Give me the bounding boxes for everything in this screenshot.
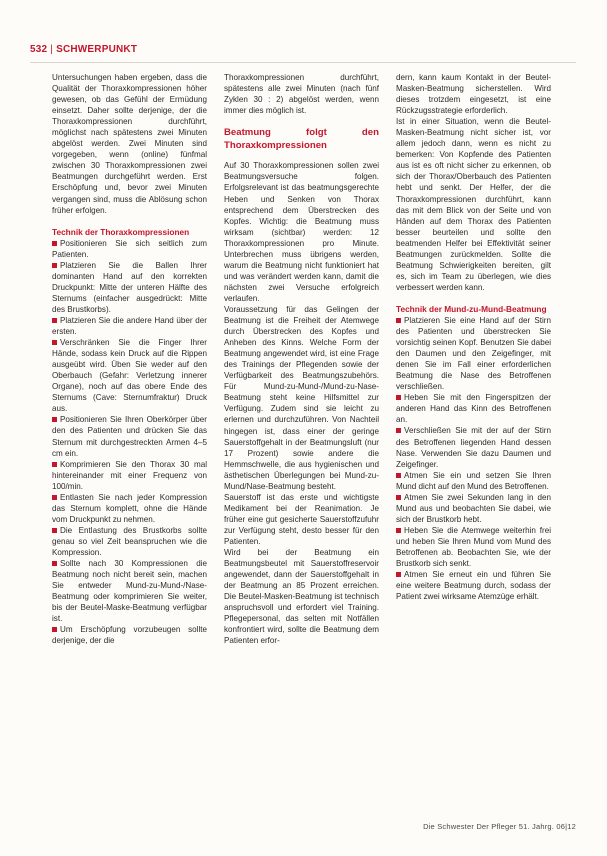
list-item: Platzieren Sie die Ballen Ihrer dominanten Hand auf den korrekten Druckpunkt: Mitte der unteren Hälfte des Sternums (einfacher ausgedrückt: Mitte des Brustkorbs). [52,260,207,314]
heading-thorax-technique: Technik der Thoraxkompressionen [52,226,190,237]
list-item: Atmen Sie zwei Sekunden lang in den Mund aus und beobachten Sie dabei, wie sich der Brustkorb hebt. [396,492,551,524]
list-item: Sollte nach 30 Kompressionen die Beatmung noch nicht bereit sein, machen Sie entweder Mund-zu-Mund-/Nase-Beatmung oder komprimieren Sie weiter, bis der Beutel-Maske-Beatmung verfügbar ist. [52,559,207,624]
paragraph: Auf 30 Thoraxkompressionen sollen zwei Beatmungsversuche folgen. Erfolgsrelevant ist das beatmungsgerechte Heben und Senken von Thorax entsprechend dem Überstrecken des Kopfes. Wichtig: die Beatmung muss wirksam (sichtbar) werden: 12 Thoraxkompressionen pro Minute. Unterbrechen muss übrigens werden, warum die Beatmung nicht funktioniert hat und was verändert werden kann, damit die nächsten zwei Versuche erfolgreich verlaufen. [224,161,379,303]
square-bullet-icon [396,495,401,500]
square-bullet-icon [52,241,57,246]
square-bullet-icon [396,318,401,323]
square-bullet-icon [52,263,57,268]
section-title: SCHWERPUNKT [56,44,138,55]
square-bullet-icon [52,417,57,422]
list-item: Platzieren Sie die andere Hand über der ersten. [52,315,207,337]
header-separator: | [50,44,54,55]
list-item: Verschließen Sie mit der auf der Stirn des Betroffenen liegenden Hand dessen Nase. Verwenden Sie dazu Daumen und Zeigefinger. [396,426,551,469]
square-bullet-icon [52,627,57,632]
header-rule [30,62,576,63]
heading-mouth-to-mouth-technique: Technik der Mund-zu-Mund-Beatmung [396,303,547,314]
page-footer: Die Schwester Der Pfleger 51. Jahrg. 06|12 [423,822,576,831]
column-2-intro: Thoraxkompressionen durchführt, spätestens alle zwei Minuten (nach fünf Zyklen 30 : 2) abgelöst werden, wenn immer dies möglich ist. [224,73,379,116]
column-1-intro: Untersuchungen haben ergeben, dass die Qualität der Thoraxkompressionen höher gewesen, ob das Gefühl der Ermüdung einsetzt. Daher sollte derjenige, der die Thoraxkompressionen durchführt, möglichst nach spätestens zwei Minuten abgelöst werden. Zwei Minuten sind vorgegeben, wenn (online) fünfmal zwischen 30 Thoraxkompressionen zwei Beatmungen durchgeführt werden. Erst Erschöpfung und, bevor zwei Minuten vergangen sind, muss die Ablösung schon früher erfolgen. [52,73,207,215]
list-item: Positionieren Sie sich seitlich zum Patienten. [52,238,207,259]
list-item: Atmen Sie erneut ein und führen Sie eine weitere Beatmung durch, sodass der Patient zwei wirksame Atemzüge erhält. [396,570,551,602]
list-item: Positionieren Sie Ihren Oberkörper über den des Patienten und drücken Sie das Sternum mit durchgestreckten Armen 4–5 cm ein. [52,415,207,458]
square-bullet-icon [52,528,57,533]
list-item: Heben Sie die Atemwege weiterhin frei und heben Sie Ihren Mund vom Mund des Betroffenen ab. Beobachten Sie, wie der Brustkorb sich senkt. [396,525,551,569]
list-item: Verschränken Sie die Finger Ihrer Hände, sodass kein Druck auf die Rippen ausgeübt wird. Üben Sie weder auf den Oberbauch (Gefahr: Verletzung innerer Organe), noch auf das obere Ende des Sternums (Cave: Sternumfraktur) Druck aus. [52,338,207,414]
square-bullet-icon [52,462,57,467]
list-item: Platzieren Sie eine Hand auf der Stirn des Patienten und überstrecken Sie vorsichtig seinen Kopf. Benutzen Sie dabei den Daumen und den Zeigefinger, mit denen Sie im Fall einer erforderlichen Beatmung die Nase des Betroffenen verschließen. [396,315,551,392]
list-item: Heben Sie mit den Fingerspitzen der anderen Hand das Kinn des Betroffenen an. [396,393,551,425]
square-bullet-icon [52,495,57,500]
square-bullet-icon [52,340,57,345]
paragraph: Ist in einer Situation, wenn die Beutel-Masken-Beatmung nicht sicher ist, vor allem jedoch dann, wenn es nicht zu bemerken: Von Kopfende des Patienten aus ist es oft nicht sicher zu erkennen, ob sich der Thorax/Oberbauch des Patienten hebt und senkt. Der Helfer, der die Thoraxkompressionen durchführt, kann das mit dem Blick von der Seite und von Händen auf dem Thorax des Patienten besser beurteilen und sollte den beatmenden Helfer bei Effektivität seiner Beatmungen zurückmelden. Sollte die Beatmung Schwierigkeiten bereiten, gilt es, sich im Team zu überlegen, wie dies verbessert werden kann. [396,117,551,292]
page-header [30,44,576,58]
thorax-technique-list [52,238,207,647]
page-number: 532 [30,44,48,55]
square-bullet-icon [396,395,401,400]
square-bullet-icon [52,561,57,566]
list-item: Komprimieren Sie den Thorax 30 mal hintereinander mit einer Frequenz von 100/min. [52,459,207,491]
square-bullet-icon [396,528,401,533]
page-header-label [30,44,137,55]
paragraph: Wird bei der Beatmung ein Beatmungsbeutel mit Sauerstoffreservoir angewendet, dann der Sauerstoffgehalt in der Beatmung an 85 Prozent erreichen. Die Beutel-Masken-Beatmung ist technisch anspruchsvoll und erfordert viel Training. Pflegepersonal, das selten mit Notfällen konfrontiert wird, sollte die Beatmung dem Patienten erfor- [224,548,379,646]
heading-beatmung: Beatmung folgt den Thoraxkompressionen [224,127,379,151]
square-bullet-icon [52,318,57,323]
square-bullet-icon [396,572,401,577]
paragraph: Sauerstoff ist das erste und wichtigste Medikament bei der Reanimation. Je früher eine gut gesicherte Sauerstoffzufuhr zur Verfügung steht, desto besser für den Patienten. [224,492,379,546]
square-bullet-icon [396,473,401,478]
column-3 [396,72,551,602]
list-item: Die Entlastung des Brustkorbs sollte genau so viel Zeit beanspruchen wie die Kompression. [52,525,207,557]
list-item: Atmen Sie ein und setzen Sie Ihren Mund dicht auf den Mund des Betroffenen. [396,470,551,491]
square-bullet-icon [396,428,401,433]
list-item: Entlasten Sie nach jeder Kompression das Sternum komplett, ohne die Hände vom Druckpunkt zu nehmen. [52,492,207,524]
column-1 [52,72,207,646]
paragraph: Voraussetzung für das Gelingen der Beatmung ist die Freiheit der Atemwege durch Überstrecken des Kopfes und Anheben des Kinns. Welche Form der Beatmung angewendet wird, ist eine Frage des Trainings der Pflegenden sowie der Verfügbarkeit des Beatmungszubehörs. Für Mund-zu-Mund-/Mund-zu-Nase-Beatmung steht keine Hilfsmittel zur Verfügung. Zudem sind sie leicht zu erlernen und durchzuführen. Von Nachteil hingegen ist, dass einer der geringe Sauerstoffgehalt in der Beatmungsluft (nur 17 Prozent) sowie andere die Hemmschwelle, die aus hygienischen und ästhetischen Überlegungen bei Mund-zu-Mund/Nase-Beatmung besteht. [224,304,379,491]
mouth-to-mouth-list [396,315,551,602]
column-3-intro: dern, kann kaum Kontakt in der Beutel-Masken-Beatmung sicherstellen. Wird dieses trotzdem eingesetzt, ist eine Rückzugsstrategie erforderlich. [396,73,551,116]
column-2 [224,72,379,646]
list-item: Um Erschöpfung vorzubeugen sollte derjenige, der die [52,625,207,646]
